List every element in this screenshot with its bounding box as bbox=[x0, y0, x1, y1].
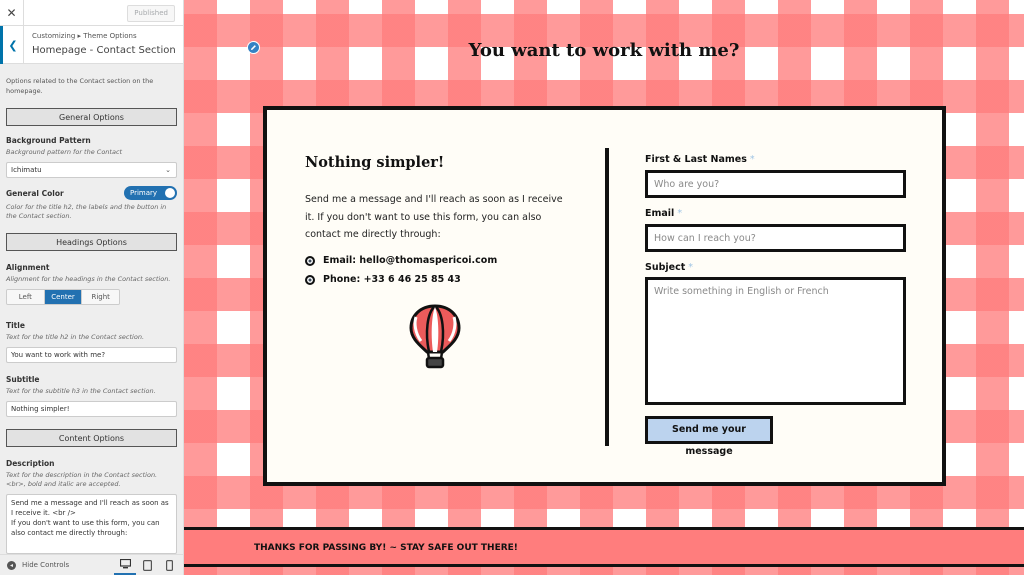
bg-pattern-select[interactable] bbox=[6, 162, 177, 178]
send-message-button[interactable]: Send me your message bbox=[645, 416, 773, 444]
required-mark: * bbox=[677, 208, 683, 219]
section-title: You want to work with me? bbox=[468, 40, 740, 61]
general-color-toggle[interactable] bbox=[124, 186, 177, 200]
name-label bbox=[645, 154, 755, 165]
mobile-icon[interactable] bbox=[158, 555, 180, 575]
required-mark: * bbox=[688, 262, 694, 273]
panel-title: Homepage - Contact Section bbox=[32, 45, 176, 56]
contact-email-text: Email: hello@thomaspericoi.com bbox=[323, 255, 498, 266]
bg-pattern-value: Ichimatu bbox=[11, 166, 42, 174]
customizer-sidebar bbox=[0, 0, 184, 575]
desktop-icon[interactable] bbox=[114, 555, 136, 575]
name-input[interactable]: Who are you? bbox=[645, 170, 906, 198]
name-label-text: First & Last Names bbox=[645, 154, 747, 165]
description-help: Text for the description in the Contact section. <br>, bold and italic are accepted. bbox=[6, 471, 158, 488]
close-icon[interactable]: ✕ bbox=[0, 0, 24, 26]
panel-header bbox=[0, 26, 183, 64]
section-subtitle: Nothing simpler! bbox=[305, 154, 445, 171]
back-chevron-icon[interactable]: ❮ bbox=[0, 26, 24, 64]
published-button[interactable]: Published bbox=[127, 5, 175, 22]
align-right-button[interactable]: Right bbox=[82, 290, 119, 304]
panel-description: Options related to the Contact section on the homepage. bbox=[6, 77, 154, 95]
subject-label-text: Subject bbox=[645, 262, 686, 273]
sidebar-footer bbox=[0, 554, 184, 575]
content-options-heading[interactable]: Content Options bbox=[6, 429, 177, 447]
subject-textarea[interactable]: Write something in English or French bbox=[645, 277, 906, 405]
required-mark: * bbox=[749, 154, 755, 165]
bg-pattern-label: Background Pattern bbox=[6, 136, 91, 145]
breadcrumb: Customizing ▸ Theme Options bbox=[32, 32, 137, 40]
device-switcher bbox=[114, 555, 180, 575]
site-preview bbox=[184, 0, 1024, 575]
section-description: Send me a message and I'll reach as soon as I receive it. If you don't want to use this form, you can also contact me directly through: bbox=[305, 194, 563, 240]
site-footer bbox=[184, 527, 1024, 567]
contact-email[interactable] bbox=[305, 255, 497, 266]
contact-card bbox=[263, 106, 946, 486]
bullet-icon bbox=[305, 256, 315, 266]
alignment-label: Alignment bbox=[6, 263, 50, 272]
chevron-down-icon: ⌄ bbox=[165, 166, 171, 174]
general-color-toggle-label: Primary bbox=[130, 189, 158, 197]
contact-phone-text: Phone: +33 6 46 25 85 43 bbox=[323, 274, 461, 285]
email-label-text: Email bbox=[645, 208, 675, 219]
title-label: Title bbox=[6, 321, 25, 330]
title-help: Text for the title h2 in the Contact section. bbox=[6, 333, 145, 341]
email-label bbox=[645, 208, 682, 219]
alignment-segmented-control bbox=[6, 289, 120, 305]
hide-controls-label: Hide Controls bbox=[22, 561, 70, 569]
collapse-icon: ◂ bbox=[7, 561, 16, 570]
tablet-icon[interactable] bbox=[136, 555, 158, 575]
title-input[interactable]: You want to work with me? bbox=[6, 347, 177, 363]
footer-text: THANKS FOR PASSING BY! ~ STAY SAFE OUT THERE! bbox=[254, 543, 518, 553]
subtitle-input[interactable]: Nothing simpler! bbox=[6, 401, 177, 417]
subtitle-label: Subtitle bbox=[6, 375, 40, 384]
align-center-button[interactable]: Center bbox=[45, 290, 83, 304]
general-options-heading[interactable]: General Options bbox=[6, 108, 177, 126]
general-color-help: Color for the title h2, the labels and the button in the Contact section. bbox=[6, 203, 167, 220]
description-textarea[interactable]: Send me a message and I'll reach as soon as I receive it. <br /> If you don't want to use this form, you can also contact me directly through: bbox=[6, 494, 177, 554]
contact-phone[interactable] bbox=[305, 274, 461, 285]
hot-air-balloon-icon bbox=[407, 303, 463, 373]
subtitle-help: Text for the subtitle h3 in the Contact section. bbox=[6, 387, 156, 395]
email-input[interactable]: How can I reach you? bbox=[645, 224, 906, 252]
headings-options-heading[interactable]: Headings Options bbox=[6, 233, 177, 251]
sidebar-topbar bbox=[0, 0, 183, 26]
general-color-row bbox=[6, 186, 177, 200]
subject-label bbox=[645, 262, 693, 273]
hide-controls-button[interactable] bbox=[7, 561, 69, 570]
align-left-button[interactable]: Left bbox=[7, 290, 45, 304]
alignment-help: Alignment for the headings in the Contact section. bbox=[6, 275, 171, 283]
bullet-icon bbox=[305, 275, 315, 285]
toggle-knob bbox=[165, 188, 175, 198]
column-divider bbox=[605, 148, 609, 446]
description-label: Description bbox=[6, 459, 55, 468]
general-color-label: General Color bbox=[6, 188, 64, 198]
bg-pattern-help: Background pattern for the Contact bbox=[6, 148, 123, 156]
